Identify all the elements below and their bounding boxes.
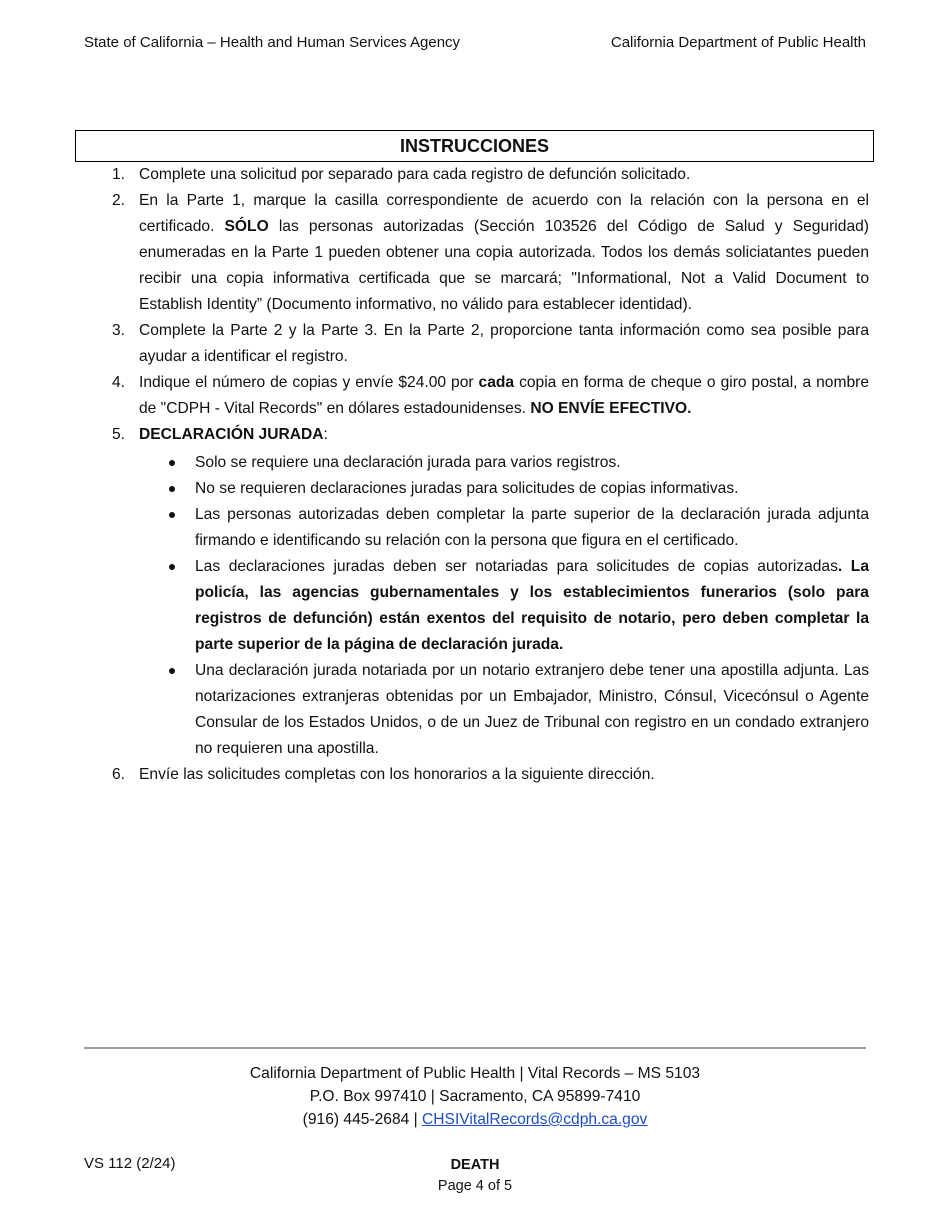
bullet-icon	[139, 450, 195, 476]
bullet-item	[139, 450, 869, 476]
bullet-text: No se requieren declaraciones juradas para solicitudes de copias informativas.	[195, 480, 739, 497]
item-text	[139, 370, 869, 422]
item-text: Complete una solicitud por separado para cada registro de defunción solicitado.	[139, 166, 691, 183]
bullet-icon	[139, 476, 195, 502]
item-text-part: Indique el número de copias y envíe $24.00 por	[139, 374, 479, 391]
item-text-part: En la Parte 1, marque la casilla correspondiente de acuerdo con la relación con la persona en el certificado.	[139, 192, 869, 235]
footer-line-pobox: P.O. Box 997410 | Sacramento, CA 95899-7410	[309, 1088, 641, 1105]
footer-line-department: California Department of Public Health | Vital Records – MS 5103	[249, 1065, 701, 1082]
bullet-text	[195, 554, 869, 658]
footer-address	[0, 1062, 950, 1131]
list-item	[84, 370, 869, 422]
list-item	[84, 188, 869, 318]
affidavit-bullets	[139, 450, 869, 762]
bullet-item	[139, 658, 869, 762]
item-number: 4.	[112, 374, 126, 391]
footer-line-contact	[0, 1108, 950, 1131]
item-number: 6.	[112, 766, 126, 783]
item-number: 5.	[112, 426, 126, 443]
item-text-part: las personas autorizadas (Sección 103526 del Código de Salud y Seguridad) enumeradas en la Parte 1 pueden obtener una copia autorizada. Todos los demás soliciatantes pueden recibir una copia informativa certificada que se marcará; "Informational, Not a Valid Document to Establish Identity” (Documento informativo, no válido para establecer identidad).	[139, 218, 869, 313]
item-text-bold: cada	[478, 374, 515, 391]
item-text-bold: NO ENVÍE EFECTIVO.	[530, 400, 692, 417]
item-text-part: copia en forma de cheque o giro postal, a nombre de "CDPH - Vital Records" en dólares estadounidenses.	[139, 374, 869, 417]
bullet-text: Solo se requiere una declaración jurada para varios registros.	[195, 454, 621, 471]
bullet-icon	[139, 554, 195, 658]
item-text: Envíe las solicitudes completas con los honorarios a la siguiente dirección.	[139, 766, 655, 783]
email-link[interactable]: CHSIVitalRecords@cdph.ca.gov	[422, 1111, 648, 1128]
bullet-text-part: Las declaraciones juradas deben ser notariadas para solicitudes de copias autorizadas	[195, 558, 838, 575]
instructions-list	[84, 162, 869, 788]
item-text-bold: SÓLO	[224, 218, 269, 235]
page-footer	[0, 1155, 950, 1197]
list-item	[84, 318, 869, 370]
item-number: 3.	[112, 322, 126, 339]
item-text	[139, 188, 869, 318]
bullet-item	[139, 476, 869, 502]
list-item	[84, 162, 869, 188]
item-text-bold: DECLARACIÓN JURADA	[139, 426, 324, 443]
header-department: California Department of Public Health	[610, 34, 866, 51]
list-item	[84, 762, 869, 788]
bullet-text-bold: . La policía, las agencias gubernamentales y los establecimientos funerarios (solo para registros de defunción) están exentos del requisito de notario, pero deben completar la parte superior de la página de declaración jurada.	[195, 558, 869, 653]
bullet-icon	[139, 502, 195, 554]
item-text	[139, 422, 869, 448]
bullet-text: Las personas autorizadas deben completar la parte superior de la declaración jurada adjunta firmando e identificando su relación con la persona que figura en el certificado.	[195, 506, 869, 549]
instructions-title: INSTRUCCIONES	[75, 130, 874, 162]
form-number: VS 112 (2/24)	[84, 1155, 176, 1172]
footer-divider	[84, 1047, 866, 1049]
form-type: DEATH	[450, 1157, 500, 1173]
list-item	[84, 422, 869, 448]
item-number: 2.	[112, 192, 126, 209]
bullet-text: Una declaración jurada notariada por un notario extranjero debe tener una apostilla adjunta. Las notarizaciones extranjeras obtenidas por un Embajador, Ministro, Cónsul, Vicecónsul o Agente Consular de los Estados Unidos, o de un Juez de Tribunal con registro en un condado extranjero no requieren una apostilla.	[195, 662, 869, 757]
bullet-icon	[139, 658, 195, 762]
bullet-item	[139, 502, 869, 554]
footer-phone: (916) 445-2684 |	[302, 1111, 423, 1128]
item-text-part: :	[323, 426, 328, 443]
page-number: Page 4 of 5	[437, 1178, 513, 1194]
item-text: Complete la Parte 2 y la Parte 3. En la Parte 2, proporcione tanta información como sea posible para ayudar a identificar el registro.	[139, 322, 869, 365]
header-agency: State of California – Health and Human Services Agency	[84, 34, 461, 51]
item-number: 1.	[112, 166, 126, 183]
bullet-item	[139, 554, 869, 658]
